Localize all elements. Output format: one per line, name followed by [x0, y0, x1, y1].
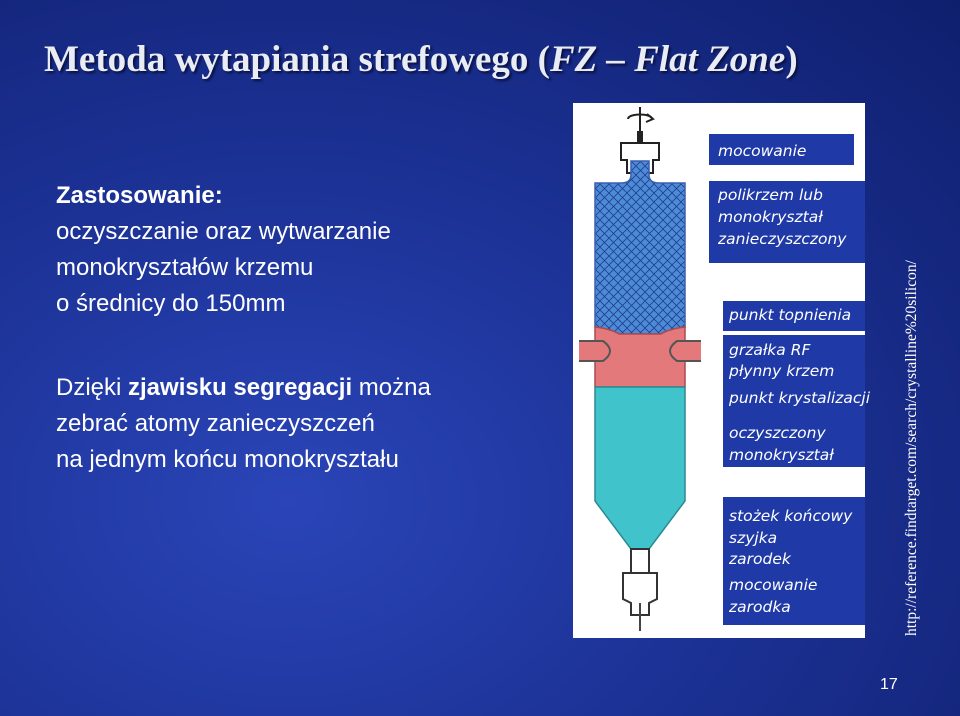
segregation-line-2: zebrać atomy zanieczyszczeń: [56, 410, 375, 437]
source-url[interactable]: http://reference.findtarget.com/search/crystalline%20silicon/: [903, 260, 920, 636]
slide-title: [44, 38, 924, 81]
label-poly-2: monokryształ: [718, 208, 823, 226]
label-pure-1: oczyszczony: [729, 424, 826, 442]
label-cone: stożek końcowy: [729, 507, 853, 525]
fz-diagram-panel: [573, 103, 871, 638]
label-heater: grzałka RF: [729, 341, 811, 359]
segregation-highlight: zjawisku segregacji: [128, 374, 353, 401]
title-part-1: Metoda wytapiania strefowego (: [44, 39, 550, 80]
segregation-pre: Dzięki: [56, 374, 129, 401]
segregation-post: można: [352, 374, 431, 401]
polysilicon-rod: [595, 161, 685, 334]
seed-neck: [631, 549, 649, 573]
application-line-3: o średnicy do 150mm: [56, 290, 286, 317]
application-block: [56, 178, 391, 322]
label-melt-point: punkt topnienia: [729, 306, 852, 324]
title-part-italic: FZ – Flat Zone: [549, 39, 786, 80]
segregation-line-3: na jednym końcu monokryształu: [56, 446, 399, 473]
purified-crystal: [595, 387, 685, 553]
label-poly-1: polikrzem lub: [718, 186, 823, 204]
label-poly-3: zanieczyszczony: [718, 230, 847, 248]
application-heading: Zastosowanie:: [56, 182, 223, 209]
application-line-1: oczyszczanie oraz wytwarzanie: [56, 218, 391, 245]
label-liquid: płynny krzem: [729, 362, 835, 380]
label-cryst-point: punkt krystalizacji: [729, 389, 871, 407]
label-pure-2: monokryształ: [729, 446, 834, 464]
application-line-2: monokryształów krzemu: [56, 254, 314, 281]
label-neck: szyjka: [729, 529, 778, 547]
title-part-3: ): [785, 39, 798, 80]
label-seed-mount-1: mocowanie: [729, 576, 818, 594]
label-mocowanie: mocowanie: [718, 142, 807, 160]
rotation-arrow-icon: [628, 107, 653, 131]
top-mount-rod: [637, 131, 643, 143]
segregation-line-1: [56, 370, 431, 406]
label-seed-mount-2: zarodka: [729, 598, 791, 616]
segregation-block: [56, 370, 431, 478]
page-number: 17: [880, 676, 898, 693]
label-seed: zarodek: [729, 550, 791, 568]
